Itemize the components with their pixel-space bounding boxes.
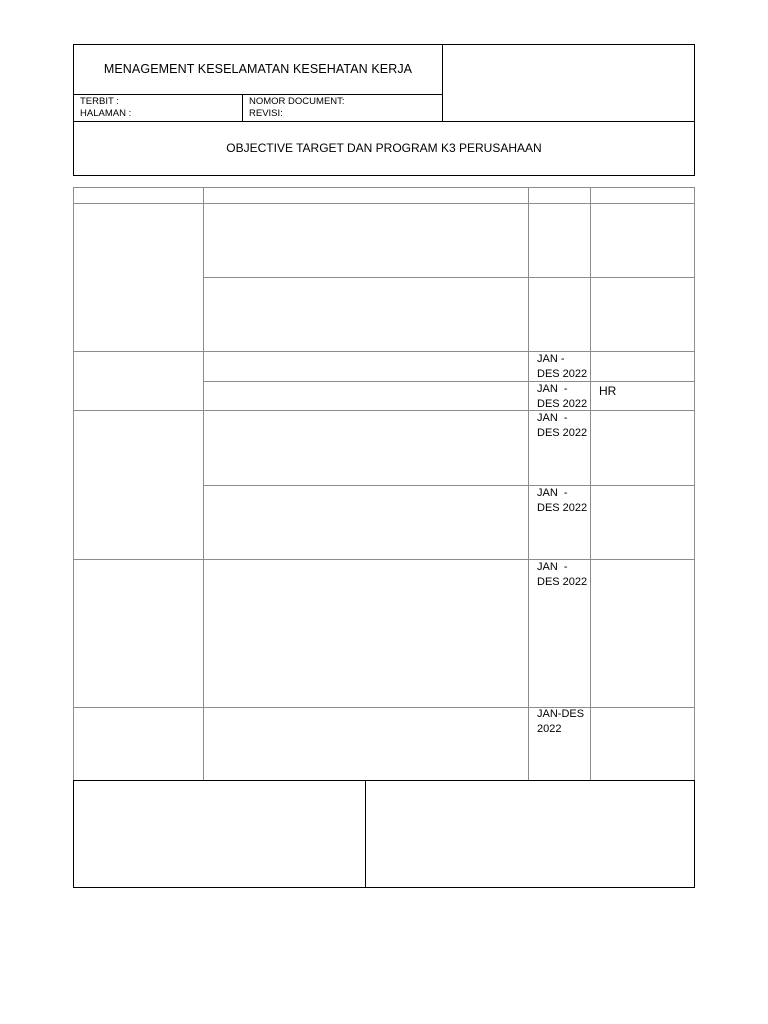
revisi-label: REVISI: — [249, 108, 283, 119]
header-row-line — [74, 203, 694, 204]
title-cell — [74, 45, 443, 95]
terbit-label: TERBIT : — [80, 96, 119, 107]
logo-cell — [443, 45, 695, 122]
period-cell — [529, 486, 590, 559]
sub-row-line — [203, 277, 694, 278]
terbit-halaman-cell — [74, 95, 243, 122]
period-cell — [529, 352, 590, 381]
pic-cell — [591, 382, 694, 410]
period-text: JAN - DES 2022 — [537, 487, 588, 514]
nomor-revisi-cell — [243, 95, 443, 122]
period-cell — [529, 411, 590, 485]
nomor-document-label: NOMOR DOCUMENT: — [249, 96, 345, 107]
period-cell — [529, 204, 590, 277]
row-line — [74, 410, 694, 411]
row-line — [74, 707, 694, 708]
pic-text: HR — [599, 384, 617, 398]
header-divider — [443, 121, 695, 122]
period-cell — [529, 708, 590, 780]
period-text: JAN - DES 2022 — [537, 412, 588, 439]
period-text: JAN-DES 2022 — [537, 708, 585, 735]
document-title: MENAGEMENT KESELAMATAN KESEHATAN KERJA — [103, 62, 413, 76]
sub-row-line — [203, 485, 694, 486]
document-subtitle: OBJECTIVE TARGET DAN PROGRAM K3 PERUSAHAAN — [226, 141, 542, 155]
signature-block — [73, 780, 695, 888]
period-cell — [529, 278, 590, 351]
period-cell — [529, 560, 590, 707]
period-text: JAN - DES 2022 — [537, 561, 588, 588]
period-text: JAN - DES 2022 — [537, 383, 588, 410]
objective-table — [73, 187, 695, 781]
signature-divider — [365, 781, 366, 887]
document-header — [73, 44, 695, 176]
row-line — [74, 351, 694, 352]
row-line — [74, 559, 694, 560]
halaman-label: HALAMAN : — [80, 108, 132, 119]
period-text: JAN - DES 2022 — [537, 353, 588, 380]
period-cell — [529, 382, 590, 410]
